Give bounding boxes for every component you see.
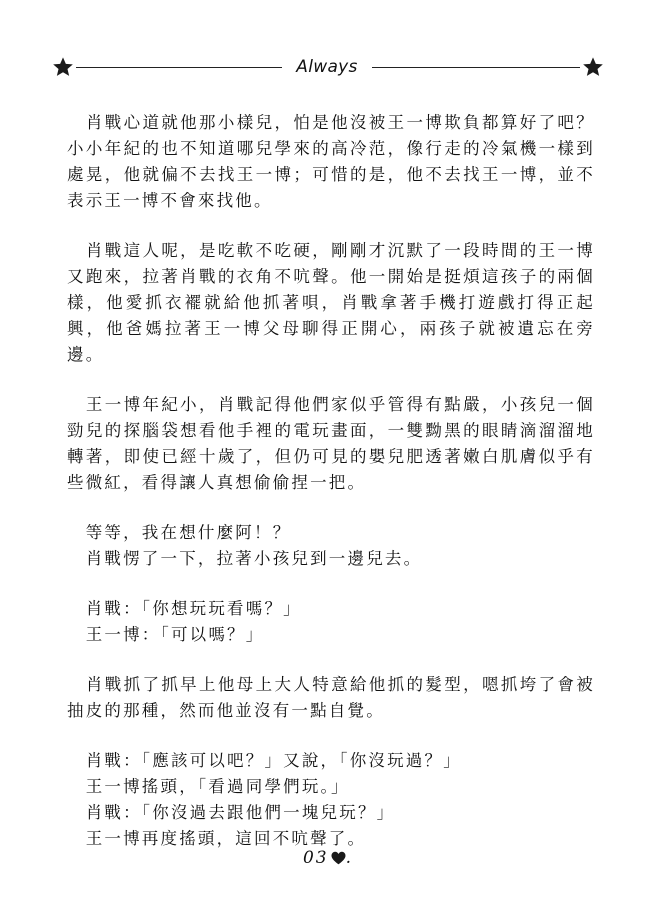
paragraph	[67, 392, 595, 496]
star-icon	[52, 56, 74, 78]
header-rule-right	[372, 67, 580, 68]
star-icon	[582, 56, 604, 78]
header-rule-left	[76, 67, 282, 68]
story-body	[67, 110, 595, 876]
paragraph-line: 肖戰抓了抓早上他母上大人特意給他抓的髮型，嗯抓垮了會被抽皮的那種，然而他並沒有一點自覺。	[67, 675, 595, 720]
paragraph-line: 等等，我在想什麼阿！？	[67, 523, 292, 542]
dialogue-line: 肖戰：「你想玩玩看嗎？」	[67, 599, 302, 618]
dialogue-line: 肖戰：「你沒過去跟他們一塊兒玩？」	[67, 803, 396, 822]
paragraph	[67, 672, 595, 724]
paragraph-line: 王一博年紀小，肖戰記得他們家似乎管得有點嚴，小孩兒一個勁兒的探腦袋想看他手裡的電玩畫面，一雙黝黑的眼睛滴溜溜地轉著，即使已經十歲了，但仍可見的嬰兒肥透著嫩白肌膚似乎有些微紅，看得讓人真想偷偷捏一把。	[67, 395, 595, 492]
page-header	[0, 56, 656, 88]
page-footer	[0, 848, 656, 868]
paragraph	[67, 110, 595, 214]
dialogue-block	[67, 596, 595, 648]
paragraph-line: 肖戰愣了一下，拉著小孩兒到一邊兒去。	[67, 549, 423, 568]
page-number: 03	[302, 848, 329, 868]
dialogue-line: 王一博搖頭，「看過同學們玩。」	[67, 777, 350, 796]
dialogue-line: 肖戰：「應該可以吧？」又說，「你沒玩過？」	[67, 751, 462, 770]
page-number-dot: .	[345, 848, 354, 868]
paragraph-line: 肖戰心道就他那小樣兒，怕是他沒被王一博欺負都算好了吧？小小年紀的也不知道哪兒學來的高冷范，像行走的冷氣機一樣到處晃，他就偏不去找王一博；可惜的是，他不去找王一博，並不表示王一博不會來找他。	[67, 113, 595, 210]
paragraph	[67, 238, 595, 368]
header-title: Always	[296, 57, 358, 77]
dialogue-line: 王一博：「可以嗎？」	[67, 625, 265, 644]
dialogue-block	[67, 748, 595, 852]
dialogue-line: 王一博再度搖頭，這回不吭聲了。	[67, 829, 367, 848]
paragraph-line: 肖戰這人呢，是吃軟不吃硬，剛剛才沉默了一段時間的王一博又跑來，拉著肖戰的衣角不吭聲。他一開始是挺煩這孩子的兩個樣，他愛抓衣襬就給他抓著唄，肖戰拿著手機打遊戲打得正起興，他爸媽拉著王一博父母聊得正開心，兩孩子就被遺忘在旁邊。	[67, 241, 595, 364]
paragraph	[67, 520, 595, 572]
heart-icon	[331, 851, 346, 865]
